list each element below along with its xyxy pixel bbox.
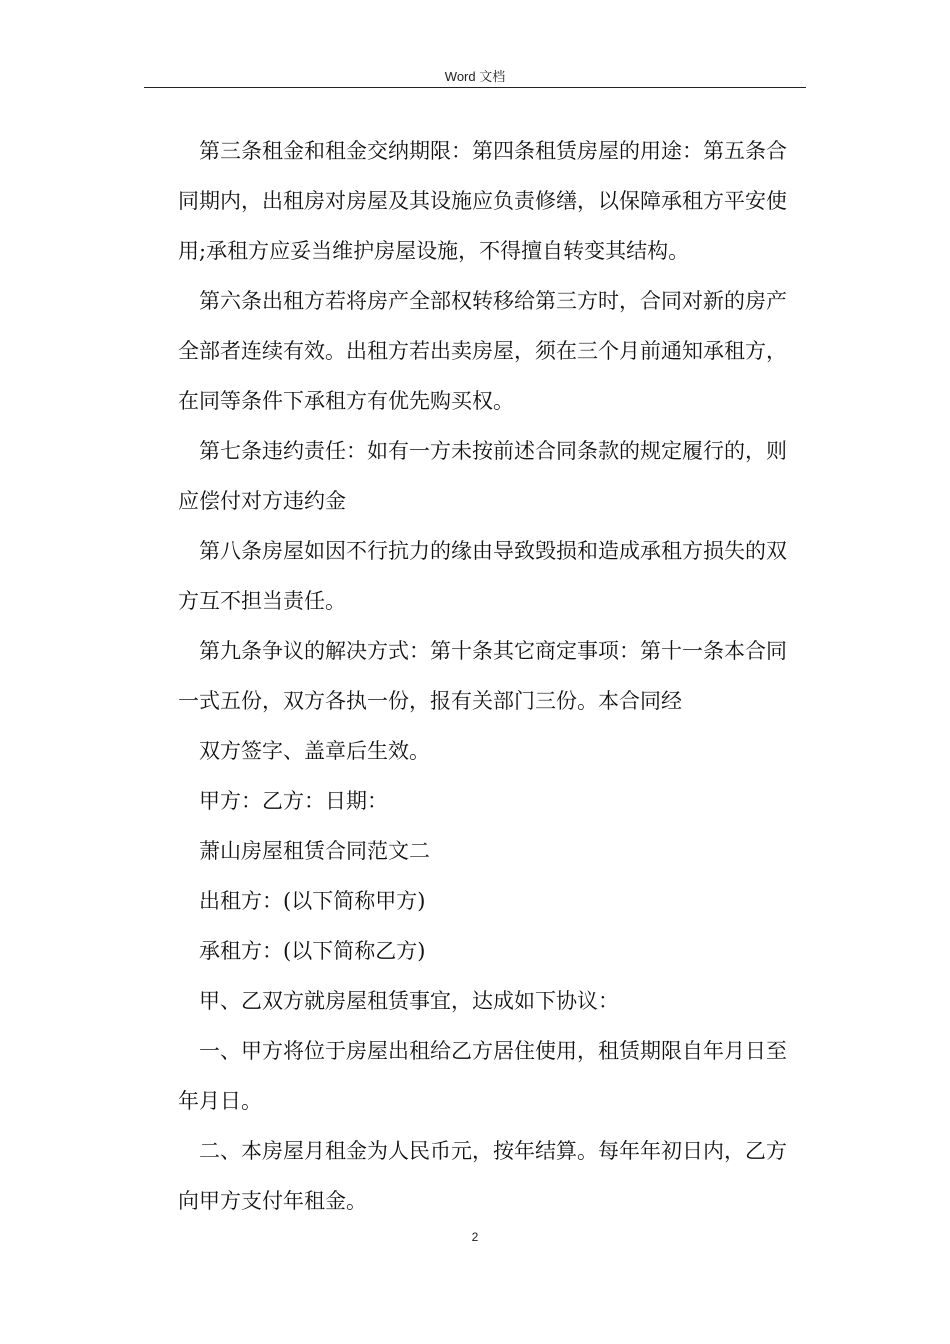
section-title: 萧山房屋租赁合同范文二 <box>199 839 430 863</box>
paragraph-article-6: 第六条出租方若将房产全部权转移给第三方时，合同对新的房产全部者连续有效。出租方若出卖房屋，须在三个月前通知承租方，在同等条件下承租方有优先购买权。 <box>178 289 787 413</box>
paragraph-lessor: 出租方：(以下简称甲方) <box>199 889 426 913</box>
header-divider <box>144 87 806 88</box>
paragraph-article-8: 第八条房屋如因不行抗力的缘由导致毁损和造成承租方损失的双方互不担当责任。 <box>178 539 787 613</box>
paragraph-clause-1: 一、甲方将位于房屋出租给乙方居住使用，租赁期限自年月日至年月日。 <box>178 1039 787 1113</box>
page-number: 2 <box>471 1230 479 1244</box>
document-body <box>178 126 804 1226</box>
paragraph-article-9-11: 第九条争议的解决方式：第十条其它商定事项：第十一条本合同一式五份，双方各执一份，报有关部门三份。本合同经 <box>178 639 787 713</box>
paragraph-effective: 双方签字、盖章后生效。 <box>199 739 430 763</box>
paragraph-clause-2: 二、本房屋月租金为人民币元，按年结算。每年年初日内，乙方向甲方支付年租金。 <box>178 1139 787 1213</box>
page-header: Word 文档 <box>444 69 506 84</box>
paragraph-signatures: 甲方：乙方：日期： <box>199 789 388 813</box>
paragraph-article-3-5: 第三条租金和租金交纳期限：第四条租赁房屋的用途：第五条合同期内，出租房对房屋及其设施应负责修缮，以保障承租方平安使用;承租方应妥当维护房屋设施，不得擅自转变其结构。 <box>178 139 787 263</box>
paragraph-agreement-intro: 甲、乙双方就房屋租赁事宜，达成如下协议： <box>199 989 619 1013</box>
paragraph-article-7: 第七条违约责任：如有一方未按前述合同条款的规定履行的，则应偿付对方违约金 <box>178 439 787 513</box>
paragraph-lessee: 承租方：(以下简称乙方) <box>199 939 426 963</box>
